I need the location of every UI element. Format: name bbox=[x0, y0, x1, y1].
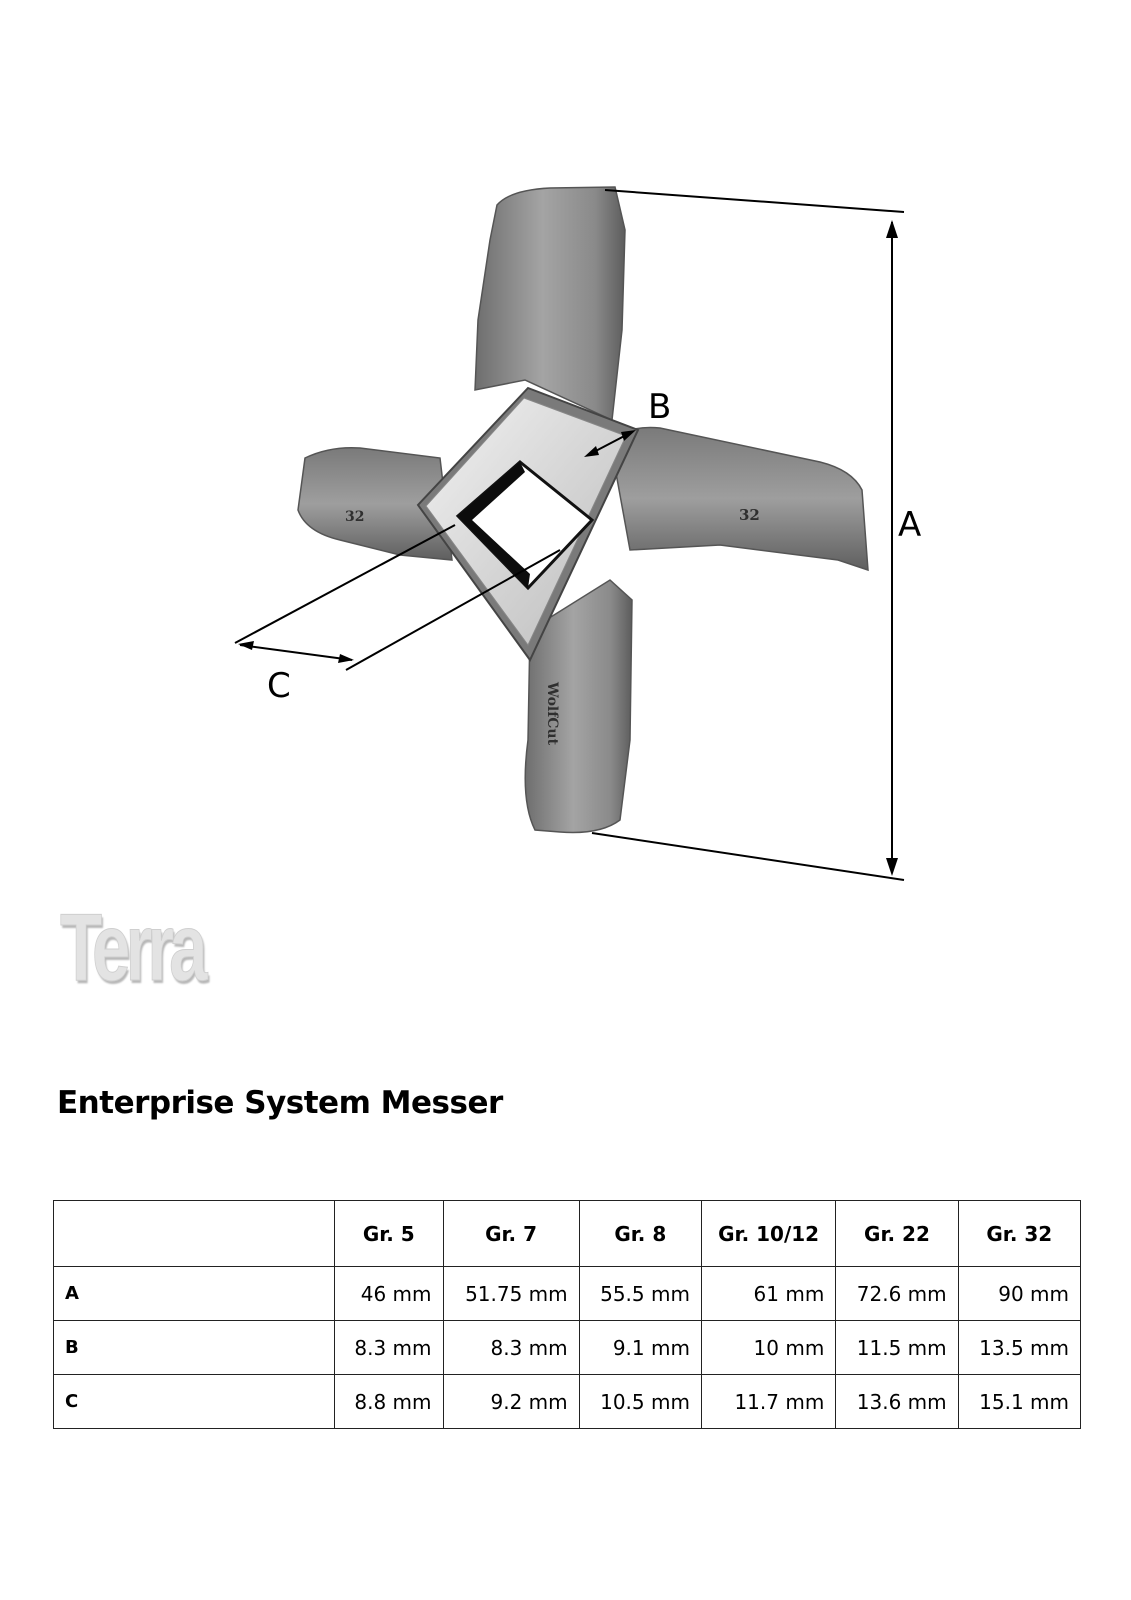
blade-right bbox=[610, 428, 868, 571]
table-row bbox=[54, 1321, 1081, 1375]
table-row bbox=[54, 1375, 1081, 1429]
table-header-cell: Gr. 8 bbox=[579, 1201, 701, 1267]
table-header-cell bbox=[54, 1201, 335, 1267]
row-label: A bbox=[54, 1267, 335, 1321]
table-cell: 90 mm bbox=[958, 1267, 1080, 1321]
row-label: C bbox=[54, 1375, 335, 1429]
table-cell: 11.5 mm bbox=[836, 1321, 958, 1375]
table-cell: 13.6 mm bbox=[836, 1375, 958, 1429]
row-label: B bbox=[54, 1321, 335, 1375]
table-cell: 46 mm bbox=[335, 1267, 444, 1321]
table-header-cell: Gr. 22 bbox=[836, 1201, 958, 1267]
table-header-cell: Gr. 10/12 bbox=[701, 1201, 835, 1267]
size-table bbox=[53, 1200, 1081, 1429]
label-b: B bbox=[648, 387, 672, 427]
table-header-cell: Gr. 5 bbox=[335, 1201, 444, 1267]
terra-logo: Terra bbox=[60, 894, 203, 1001]
table-cell: 61 mm bbox=[701, 1267, 835, 1321]
table-cell: 8.3 mm bbox=[443, 1321, 579, 1375]
table-cell: 55.5 mm bbox=[579, 1267, 701, 1321]
table-cell: 51.75 mm bbox=[443, 1267, 579, 1321]
table-header-cell: Gr. 7 bbox=[443, 1201, 579, 1267]
label-c: C bbox=[267, 666, 291, 706]
table-cell: 10.5 mm bbox=[579, 1375, 701, 1429]
table-cell: 13.5 mm bbox=[958, 1321, 1080, 1375]
blade-top bbox=[475, 187, 625, 420]
table-cell: 11.7 mm bbox=[701, 1375, 835, 1429]
page-title: Enterprise System Messer bbox=[57, 1085, 503, 1121]
knife-body bbox=[298, 187, 868, 833]
table-cell: 8.8 mm bbox=[335, 1375, 444, 1429]
table-cell: 15.1 mm bbox=[958, 1375, 1080, 1429]
table-header-cell: Gr. 32 bbox=[958, 1201, 1080, 1267]
table-cell: 9.1 mm bbox=[579, 1321, 701, 1375]
table-row bbox=[54, 1267, 1081, 1321]
table-cell: 9.2 mm bbox=[443, 1375, 579, 1429]
stamp-left: 32 bbox=[345, 509, 365, 525]
label-a: A bbox=[898, 505, 922, 545]
table-cell: 10 mm bbox=[701, 1321, 835, 1375]
table-cell: 8.3 mm bbox=[335, 1321, 444, 1375]
stamp-bottom: WolfCut bbox=[544, 682, 560, 746]
stamp-right: 32 bbox=[739, 506, 760, 524]
table-header-row bbox=[54, 1201, 1081, 1267]
table-cell: 72.6 mm bbox=[836, 1267, 958, 1321]
